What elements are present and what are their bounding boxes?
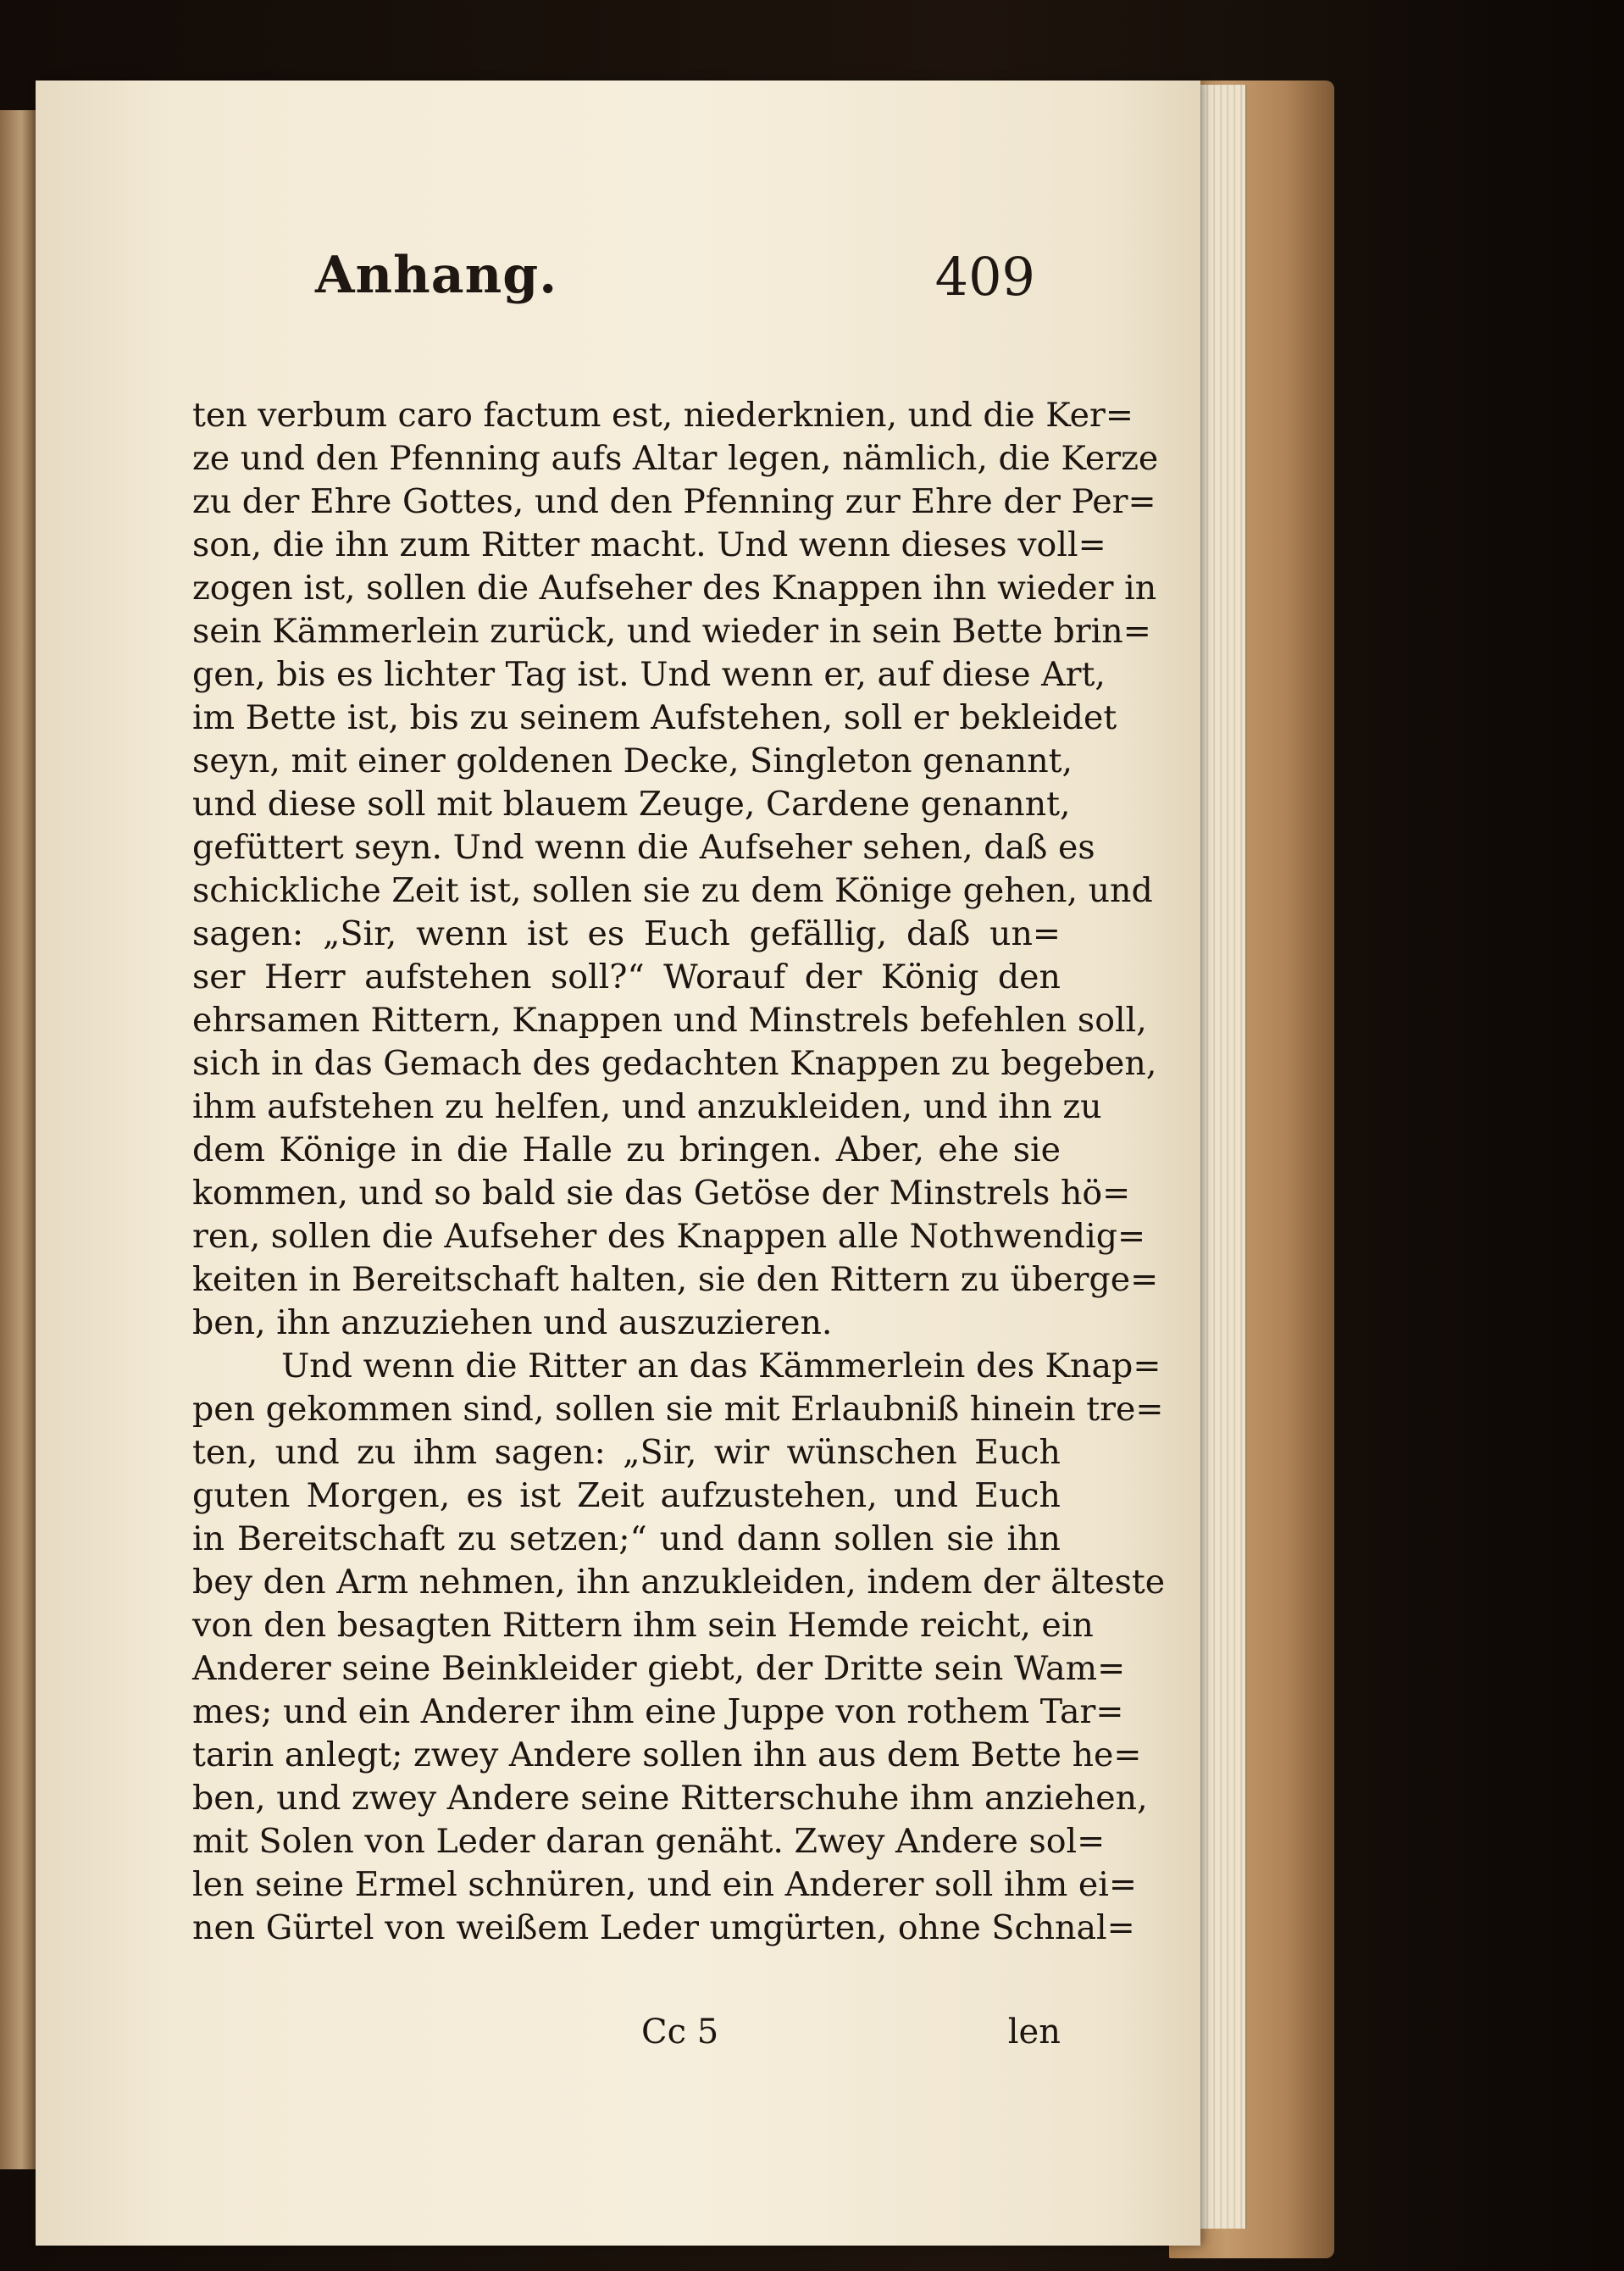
text-line: Anderer seine Beinkleider giebt, der Dritte sein Wam=	[192, 1649, 1126, 1688]
text-line: in Bereitschaft zu setzen;“ und dann sollen sie ihn	[192, 1519, 1061, 1558]
text-line: mes; und ein Anderer ihm eine Juppe von rothem Tar=	[192, 1692, 1124, 1731]
text-line: kommen, und so bald sie das Getöse der Minstrels hö=	[192, 1174, 1131, 1213]
body-text	[192, 394, 1166, 1950]
text-line: gefüttert seyn. Und wenn die Aufseher sehen, daß es	[192, 828, 1095, 867]
catchword: len	[1007, 2013, 1061, 2052]
text-line: len seine Ermel schnüren, und ein Anderer soll ihm ei=	[192, 1865, 1138, 1904]
text-line: ihm aufstehen zu helfen, und anzukleiden, und ihn zu	[192, 1087, 1102, 1126]
text-line: ren, sollen die Aufseher des Knappen alle Nothwendig=	[192, 1217, 1146, 1256]
text-line: nen Gürtel von weißem Leder umgürten, ohne Schnal=	[192, 1908, 1135, 1947]
text-line: im Bette ist, bis zu seinem Aufstehen, soll er bekleidet	[192, 698, 1117, 737]
text-line: ser Herr aufstehen soll?“ Worauf der König den	[192, 958, 1061, 997]
text-line: zogen ist, sollen die Aufseher des Knappen ihn wieder in	[192, 569, 1157, 608]
text-line: pen gekommen sind, sollen sie mit Erlaubniß hinein tre=	[192, 1390, 1164, 1429]
text-line: von den besagten Rittern ihm sein Hemde reicht, ein	[192, 1606, 1094, 1645]
text-line: son, die ihn zum Ritter macht. Und wenn dieses voll=	[192, 525, 1106, 564]
text-line: ten, und zu ihm sagen: „Sir, wir wünschen Euch	[192, 1433, 1061, 1472]
book-page	[36, 81, 1200, 2246]
page-number: 409	[934, 246, 1035, 308]
text-line: Und wenn die Ritter an das Kämmerlein des Knap=	[281, 1346, 1161, 1385]
text-line: mit Solen von Leder daran genäht. Zwey Andere sol=	[192, 1822, 1106, 1861]
signature-mark: Cc 5	[641, 2013, 719, 2052]
text-line: zu der Ehre Gottes, und den Pfenning zur Ehre der Per=	[192, 482, 1156, 521]
text-line: sein Kämmerlein zurück, und wieder in sein Bette brin=	[192, 612, 1151, 651]
text-line: dem Könige in die Halle zu bringen. Aber, ehe sie	[192, 1130, 1061, 1169]
text-line: sagen: „Sir, wenn ist es Euch gefällig, daß un=	[192, 914, 1061, 953]
text-line: ze und den Pfenning aufs Altar legen, nämlich, die Kerze	[192, 439, 1159, 478]
text-line: sich in das Gemach des gedachten Knappen zu begeben,	[192, 1044, 1157, 1083]
page-footer	[192, 2013, 1061, 2063]
text-line: ben, und zwey Andere seine Ritterschuhe ihm anziehen,	[192, 1779, 1148, 1818]
text-line: keiten in Bereitschaft halten, sie den Rittern zu überge=	[192, 1260, 1159, 1299]
text-line: gen, bis es lichter Tag ist. Und wenn er, auf diese Art,	[192, 655, 1106, 694]
text-line: ehrsamen Rittern, Knappen und Minstrels befehlen soll,	[192, 1001, 1147, 1040]
text-line: seyn, mit einer goldenen Decke, Singleton genannt,	[192, 741, 1073, 780]
text-line: schickliche Zeit ist, sollen sie zu dem Könige gehen, und	[192, 871, 1153, 910]
text-line: ben, ihn anzuziehen und auszuzieren.	[192, 1303, 833, 1342]
running-head: Anhang.	[315, 246, 558, 305]
text-line: ten verbum caro factum est, niederknien, und die Ker=	[192, 396, 1133, 435]
text-line: und diese soll mit blauem Zeuge, Cardene genannt,	[192, 785, 1071, 824]
facing-page-edge	[0, 110, 36, 2169]
text-line: tarin anlegt; zwey Andere sollen ihn aus dem Bette he=	[192, 1735, 1142, 1774]
page-header	[315, 246, 1035, 347]
text-line: guten Morgen, es ist Zeit aufzustehen, und Euch	[192, 1476, 1061, 1515]
text-line: bey den Arm nehmen, ihn anzukleiden, indem der älteste	[192, 1563, 1166, 1602]
